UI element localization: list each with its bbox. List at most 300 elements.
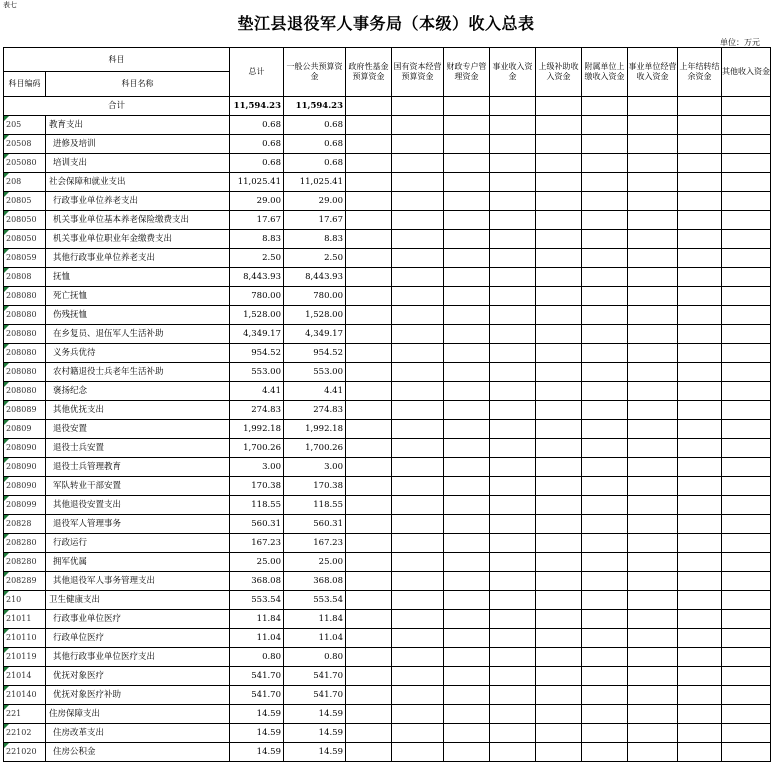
empty-cell (536, 420, 582, 439)
subject-code-cell[interactable] (4, 572, 46, 591)
subject-code-cell[interactable] (4, 287, 46, 306)
empty-cell (722, 211, 771, 230)
empty-cell (582, 553, 628, 572)
empty-cell (392, 439, 444, 458)
empty-cell (392, 173, 444, 192)
empty-cell (392, 363, 444, 382)
subject-code-text: 21014 (6, 671, 32, 680)
empty-cell (582, 591, 628, 610)
empty-cell (678, 135, 722, 154)
empty-cell (346, 439, 392, 458)
empty-cell (628, 230, 678, 249)
empty-cell (628, 667, 678, 686)
cell-comment-marker-icon (4, 401, 9, 406)
total-cell: 553.00 (230, 363, 284, 382)
empty-cell (722, 420, 771, 439)
empty-cell (490, 192, 536, 211)
empty-cell (722, 192, 771, 211)
empty-cell (490, 249, 536, 268)
subject-code-cell[interactable] (4, 610, 46, 629)
empty-cell (722, 173, 771, 192)
empty-cell (444, 686, 490, 705)
general-budget-cell: 11,025.41 (284, 173, 346, 192)
empty-cell (582, 477, 628, 496)
empty-cell (582, 648, 628, 667)
empty-cell (392, 534, 444, 553)
general-budget-cell: 14.59 (284, 724, 346, 743)
total-cell: 25.00 (230, 553, 284, 572)
empty-cell (678, 420, 722, 439)
cell-comment-marker-icon (4, 458, 9, 463)
general-budget-cell: 780.00 (284, 287, 346, 306)
subject-code-cell[interactable] (4, 211, 46, 230)
empty-cell (444, 363, 490, 382)
subject-name-cell: 其他行政事业单位养老支出 (46, 249, 230, 268)
subject-name-cell: 军队转业干部安置 (46, 477, 230, 496)
empty-cell (678, 534, 722, 553)
subject-code-cell[interactable] (4, 534, 46, 553)
subject-code-cell[interactable] (4, 515, 46, 534)
empty-cell (722, 439, 771, 458)
empty-cell (628, 629, 678, 648)
empty-cell (392, 458, 444, 477)
cell-comment-marker-icon (4, 211, 9, 216)
general-budget-cell: 4,349.17 (284, 325, 346, 344)
empty-cell (444, 477, 490, 496)
empty-cell (392, 268, 444, 287)
total-cell: 1,700.26 (230, 439, 284, 458)
table-row (4, 211, 771, 230)
empty-cell (678, 515, 722, 534)
empty-cell (536, 553, 582, 572)
subject-code-cell[interactable] (4, 743, 46, 762)
subject-code-cell[interactable] (4, 591, 46, 610)
total-cell: 170.38 (230, 477, 284, 496)
empty-cell (392, 420, 444, 439)
empty-cell (346, 420, 392, 439)
empty-cell (536, 648, 582, 667)
empty-cell (582, 173, 628, 192)
empty-cell (346, 192, 392, 211)
general-budget-cell: 2.50 (284, 249, 346, 268)
empty-cell (582, 325, 628, 344)
general-budget-cell: 118.55 (284, 496, 346, 515)
empty-cell (582, 610, 628, 629)
subject-code-cell[interactable] (4, 268, 46, 287)
subject-code-cell[interactable] (4, 724, 46, 743)
empty-cell (392, 610, 444, 629)
empty-cell (346, 648, 392, 667)
subject-name-cell: 机关事业单位基本养老保险缴费支出 (46, 211, 230, 230)
subject-code-text: 208280 (6, 538, 37, 547)
empty-cell (582, 287, 628, 306)
empty-cell (536, 572, 582, 591)
empty-cell (628, 610, 678, 629)
subject-code-cell[interactable] (4, 173, 46, 192)
subject-code-cell[interactable] (4, 306, 46, 325)
empty-cell (444, 192, 490, 211)
empty-cell (490, 477, 536, 496)
total-cell: 780.00 (230, 287, 284, 306)
empty-cell (444, 287, 490, 306)
empty-cell (536, 306, 582, 325)
empty-cell (346, 591, 392, 610)
table-row (4, 249, 771, 268)
empty-cell (444, 648, 490, 667)
cell-comment-marker-icon (4, 363, 9, 368)
subject-code-cell[interactable] (4, 154, 46, 173)
empty-cell (678, 686, 722, 705)
empty-cell (490, 458, 536, 477)
empty-cell (722, 230, 771, 249)
empty-cell (628, 534, 678, 553)
subject-name-cell: 进修及培训 (46, 135, 230, 154)
empty-cell (582, 306, 628, 325)
empty-cell (582, 743, 628, 762)
business-operation-header: 事业单位经营收入资金 (628, 48, 678, 97)
general-budget-cell: 170.38 (284, 477, 346, 496)
total-cell: 954.52 (230, 344, 284, 363)
subject-name-cell: 教育支出 (46, 116, 230, 135)
empty-cell (536, 363, 582, 382)
total-cell: 3.00 (230, 458, 284, 477)
empty-cell (490, 211, 536, 230)
empty-cell (392, 382, 444, 401)
empty-cell (678, 306, 722, 325)
empty-cell (722, 572, 771, 591)
table-row (4, 496, 771, 515)
empty-cell (490, 97, 536, 116)
subject-code-text: 210110 (6, 633, 37, 642)
subject-name-cell: 拥军优属 (46, 553, 230, 572)
subject-name-cell: 卫生健康支出 (46, 591, 230, 610)
table-row (4, 515, 771, 534)
subject-code-cell[interactable] (4, 344, 46, 363)
empty-cell (490, 401, 536, 420)
subject-name-cell: 行政事业单位医疗 (46, 610, 230, 629)
empty-cell (628, 287, 678, 306)
empty-cell (490, 515, 536, 534)
general-budget-cell: 560.31 (284, 515, 346, 534)
carryover-header: 上年结转结余资金 (678, 48, 722, 97)
empty-cell (346, 287, 392, 306)
empty-cell (490, 667, 536, 686)
cell-comment-marker-icon (4, 648, 9, 653)
subject-code-cell[interactable] (4, 249, 46, 268)
empty-cell (444, 705, 490, 724)
table-row (4, 116, 771, 135)
empty-cell (444, 268, 490, 287)
code-header: 科目编码 (4, 72, 46, 97)
empty-cell (582, 629, 628, 648)
empty-cell (722, 553, 771, 572)
general-budget-cell: 11.84 (284, 610, 346, 629)
subject-code-cell[interactable] (4, 553, 46, 572)
subject-code-text: 208050 (6, 234, 37, 243)
empty-cell (392, 515, 444, 534)
cell-comment-marker-icon (4, 116, 9, 121)
general-budget-cell: 553.00 (284, 363, 346, 382)
empty-cell (490, 553, 536, 572)
empty-cell (536, 249, 582, 268)
subject-code-cell[interactable] (4, 420, 46, 439)
empty-cell (722, 743, 771, 762)
subject-code-text: 208099 (6, 500, 37, 509)
table-row (4, 173, 771, 192)
empty-cell (444, 629, 490, 648)
total-cell: 2.50 (230, 249, 284, 268)
cell-comment-marker-icon (4, 382, 9, 387)
empty-cell (346, 135, 392, 154)
subject-code-cell[interactable] (4, 496, 46, 515)
subject-code-text: 208080 (6, 310, 37, 319)
empty-cell (444, 553, 490, 572)
cell-comment-marker-icon (4, 743, 9, 748)
subject-group-header: 科目 (4, 48, 230, 72)
cell-comment-marker-icon (4, 477, 9, 482)
subject-name-cell: 社会保障和就业支出 (46, 173, 230, 192)
subject-code-text: 210140 (6, 690, 37, 699)
empty-cell (392, 743, 444, 762)
total-cell: 14.59 (230, 743, 284, 762)
empty-cell (628, 268, 678, 287)
subject-name-cell: 其他优抚支出 (46, 401, 230, 420)
subject-name-cell: 退役士兵安置 (46, 439, 230, 458)
sheet-label: 表七 (3, 1, 17, 9)
subject-code-cell[interactable] (4, 477, 46, 496)
subject-code-cell[interactable] (4, 439, 46, 458)
empty-cell (490, 306, 536, 325)
table-row (4, 724, 771, 743)
cell-comment-marker-icon (4, 667, 9, 672)
subject-code-text: 208080 (6, 386, 37, 395)
empty-cell (346, 610, 392, 629)
subject-code-cell[interactable] (4, 135, 46, 154)
empty-cell (346, 458, 392, 477)
general-budget-cell: 0.68 (284, 154, 346, 173)
empty-cell (582, 572, 628, 591)
general-budget-cell: 8,443.93 (284, 268, 346, 287)
empty-cell (628, 306, 678, 325)
empty-cell (582, 97, 628, 116)
subject-name-cell: 其他退役安置支出 (46, 496, 230, 515)
empty-cell (444, 610, 490, 629)
subject-code-cell[interactable] (4, 705, 46, 724)
subject-code-cell[interactable] (4, 667, 46, 686)
empty-cell (490, 534, 536, 553)
table-row (4, 667, 771, 686)
empty-cell (722, 686, 771, 705)
empty-cell (582, 458, 628, 477)
subject-name-cell: 住房公积金 (46, 743, 230, 762)
empty-cell (444, 458, 490, 477)
empty-cell (678, 667, 722, 686)
empty-cell (582, 667, 628, 686)
empty-cell (346, 211, 392, 230)
total-cell: 11.84 (230, 610, 284, 629)
subject-code-cell[interactable] (4, 325, 46, 344)
empty-cell (490, 591, 536, 610)
table-row (4, 230, 771, 249)
general-budget-cell: 14.59 (284, 705, 346, 724)
total-cell: 0.68 (230, 154, 284, 173)
empty-cell (722, 667, 771, 686)
subject-code-cell[interactable] (4, 363, 46, 382)
empty-cell (582, 363, 628, 382)
empty-cell (444, 116, 490, 135)
subject-code-text: 208080 (6, 348, 37, 357)
empty-cell (628, 705, 678, 724)
empty-cell (490, 724, 536, 743)
empty-cell (678, 154, 722, 173)
subject-code-text: 208090 (6, 481, 37, 490)
empty-cell (582, 344, 628, 363)
empty-cell (536, 287, 582, 306)
empty-cell (628, 439, 678, 458)
total-cell: 541.70 (230, 667, 284, 686)
empty-cell (536, 268, 582, 287)
empty-cell (392, 116, 444, 135)
empty-cell (490, 268, 536, 287)
table-row (4, 401, 771, 420)
empty-cell (678, 116, 722, 135)
empty-cell (346, 344, 392, 363)
cell-comment-marker-icon (4, 534, 9, 539)
empty-cell (678, 173, 722, 192)
subject-code-cell[interactable] (4, 230, 46, 249)
subject-code-cell[interactable] (4, 401, 46, 420)
empty-cell (444, 97, 490, 116)
empty-cell (628, 553, 678, 572)
cell-comment-marker-icon (4, 553, 9, 558)
empty-cell (392, 705, 444, 724)
subject-code-text: 208280 (6, 557, 37, 566)
fiscal-special-header: 财政专户管理资金 (444, 48, 490, 97)
table-row (4, 268, 771, 287)
total-cell: 11,025.41 (230, 173, 284, 192)
empty-cell (490, 135, 536, 154)
subject-code-text: 208 (6, 177, 22, 186)
empty-cell (582, 496, 628, 515)
empty-cell (346, 325, 392, 344)
empty-cell (678, 648, 722, 667)
state-capital-header: 国有资本经营预算资金 (392, 48, 444, 97)
empty-cell (346, 743, 392, 762)
general-budget-cell: 14.59 (284, 743, 346, 762)
subject-code-cell[interactable] (4, 686, 46, 705)
empty-cell (536, 610, 582, 629)
general-budget-cell: 0.68 (284, 116, 346, 135)
empty-cell (628, 344, 678, 363)
empty-cell (582, 515, 628, 534)
empty-cell (722, 591, 771, 610)
subject-name-cell: 机关事业单位职业年金缴费支出 (46, 230, 230, 249)
subject-name-cell: 抚恤 (46, 268, 230, 287)
empty-cell (722, 268, 771, 287)
empty-cell (444, 572, 490, 591)
subject-code-cell[interactable] (4, 192, 46, 211)
empty-cell (628, 420, 678, 439)
subject-code-text: 208050 (6, 215, 37, 224)
empty-cell (582, 534, 628, 553)
cell-comment-marker-icon (4, 629, 9, 634)
subject-code-cell[interactable] (4, 629, 46, 648)
cell-comment-marker-icon (4, 610, 9, 615)
empty-cell (678, 230, 722, 249)
subject-code-text: 21011 (6, 614, 32, 623)
empty-cell (392, 344, 444, 363)
table-row (4, 591, 771, 610)
subject-code-cell[interactable] (4, 116, 46, 135)
subject-name-cell: 优抚对象医疗 (46, 667, 230, 686)
empty-cell (392, 591, 444, 610)
empty-cell (536, 458, 582, 477)
empty-cell (392, 667, 444, 686)
subject-code-text: 221020 (6, 747, 37, 756)
table-row (4, 648, 771, 667)
empty-cell (392, 477, 444, 496)
empty-cell (536, 154, 582, 173)
empty-cell (628, 97, 678, 116)
empty-cell (490, 648, 536, 667)
empty-cell (346, 572, 392, 591)
subject-code-text: 208080 (6, 291, 37, 300)
empty-cell (346, 629, 392, 648)
empty-cell (722, 515, 771, 534)
empty-cell (582, 268, 628, 287)
general-budget-cell: 553.54 (284, 591, 346, 610)
table-row (4, 629, 771, 648)
empty-cell (722, 610, 771, 629)
table-row (4, 705, 771, 724)
empty-cell (628, 724, 678, 743)
empty-cell (392, 572, 444, 591)
total-cell: 11,594.23 (230, 97, 284, 116)
empty-cell (392, 629, 444, 648)
empty-cell (678, 192, 722, 211)
subject-code-cell[interactable] (4, 648, 46, 667)
subject-code-text: 20828 (6, 519, 32, 528)
subject-name-cell: 义务兵优待 (46, 344, 230, 363)
empty-cell (536, 515, 582, 534)
cell-comment-marker-icon (4, 591, 9, 596)
empty-cell (392, 192, 444, 211)
empty-cell (722, 477, 771, 496)
empty-cell (678, 458, 722, 477)
empty-cell (628, 249, 678, 268)
subject-name-cell: 在乡复员、退伍军人生活补助 (46, 325, 230, 344)
empty-cell (536, 667, 582, 686)
empty-cell (678, 325, 722, 344)
subject-code-cell[interactable] (4, 382, 46, 401)
empty-cell (536, 173, 582, 192)
subject-code-text: 20805 (6, 196, 32, 205)
empty-cell (536, 344, 582, 363)
empty-cell (628, 591, 678, 610)
cell-comment-marker-icon (4, 686, 9, 691)
total-cell: 4,349.17 (230, 325, 284, 344)
subject-code-cell[interactable] (4, 458, 46, 477)
table-row (4, 192, 771, 211)
cell-comment-marker-icon (4, 344, 9, 349)
empty-cell (722, 496, 771, 515)
cell-comment-marker-icon (4, 420, 9, 425)
empty-cell (678, 401, 722, 420)
general-budget-cell: 954.52 (284, 344, 346, 363)
empty-cell (444, 667, 490, 686)
table-row (4, 325, 771, 344)
general-budget-cell: 17.67 (284, 211, 346, 230)
